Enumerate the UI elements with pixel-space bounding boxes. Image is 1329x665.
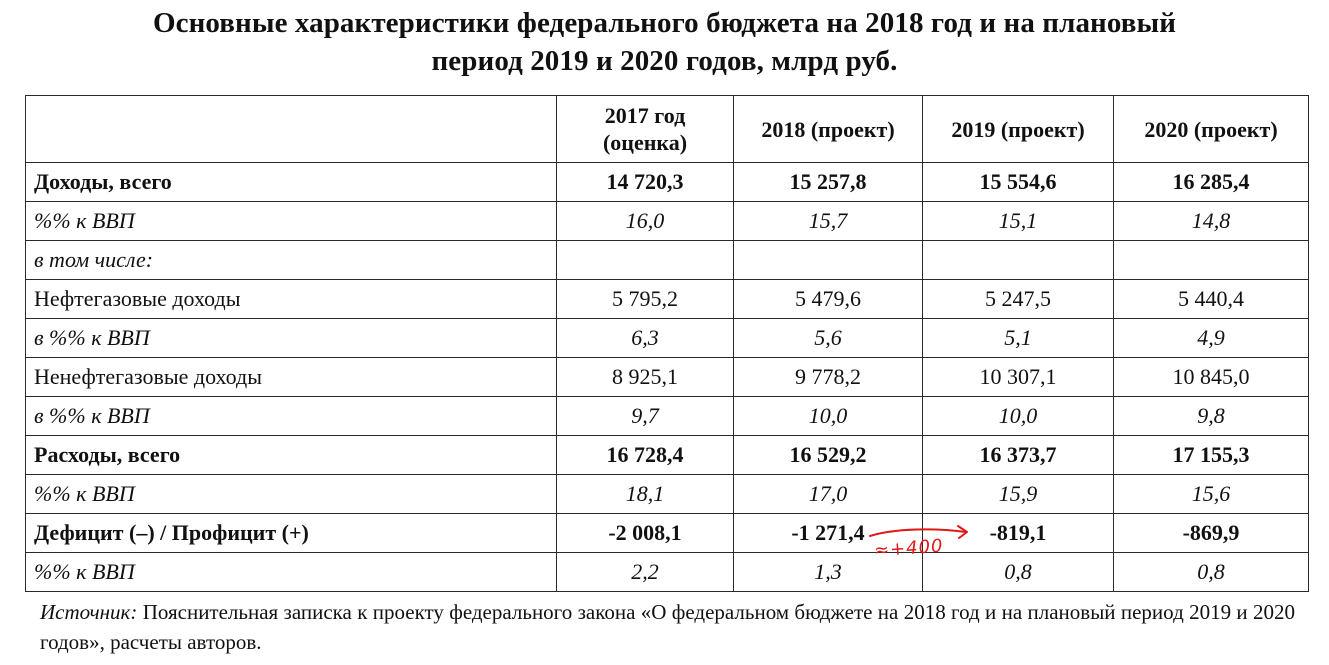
cell-value: -1 271,4 — [734, 514, 923, 553]
cell-value: 18,1 — [557, 475, 734, 514]
cell-value: 15 554,6 — [923, 163, 1114, 202]
cell-value — [734, 241, 923, 280]
header-cell-2019: 2019 (проект) — [923, 96, 1114, 163]
cell-value: 15,7 — [734, 202, 923, 241]
table-row — [26, 436, 1309, 475]
source-note — [40, 597, 1295, 657]
cell-value: 9,7 — [557, 397, 734, 436]
cell-value: 16 285,4 — [1114, 163, 1309, 202]
cell-value: 0,8 — [1114, 553, 1309, 592]
cell-value: 5 795,2 — [557, 280, 734, 319]
table-row — [26, 358, 1309, 397]
cell-value: 15,6 — [1114, 475, 1309, 514]
cell-value: 10,0 — [734, 397, 923, 436]
cell-value: 17 155,3 — [1114, 436, 1309, 475]
cell-value: 4,9 — [1114, 319, 1309, 358]
handwritten-note: ≈+400 — [873, 535, 945, 562]
row-label: %% к ВВП — [26, 202, 557, 241]
cell-value — [557, 241, 734, 280]
table-header-row — [26, 96, 1309, 163]
cell-value: 15,9 — [923, 475, 1114, 514]
row-label: Нефтегазовые доходы — [26, 280, 557, 319]
cell-value: 14 720,3 — [557, 163, 734, 202]
header-cell-2018: 2018 (проект) — [734, 96, 923, 163]
page-title — [0, 4, 1329, 80]
cell-value: 16 529,2 — [734, 436, 923, 475]
source-text: Пояснительная записка к проекту федерального закона «О федеральном бюджете на 2018 год и на плановый период 2019 и 2020 годов», расчеты авторов. — [40, 600, 1295, 654]
cell-value: 8 925,1 — [557, 358, 734, 397]
row-label: Расходы, всего — [26, 436, 557, 475]
cell-value: 9 778,2 — [734, 358, 923, 397]
cell-value: 0,8 — [923, 553, 1114, 592]
cell-value: 5 247,5 — [923, 280, 1114, 319]
table-row — [26, 514, 1309, 553]
cell-value: 5,6 — [734, 319, 923, 358]
cell-value: 16,0 — [557, 202, 734, 241]
cell-value: 6,3 — [557, 319, 734, 358]
row-label: в том числе: — [26, 241, 557, 280]
cell-value: 16 373,7 — [923, 436, 1114, 475]
table-row — [26, 475, 1309, 514]
title-line-2: период 2019 и 2020 годов, млрд руб. — [431, 45, 898, 77]
table-row — [26, 319, 1309, 358]
cell-value — [923, 241, 1114, 280]
cell-value: 17,0 — [734, 475, 923, 514]
table-row — [26, 280, 1309, 319]
row-label: в %% к ВВП — [26, 397, 557, 436]
cell-value: 1,3 — [734, 553, 923, 592]
cell-value: 10 307,1 — [923, 358, 1114, 397]
cell-value: 5,1 — [923, 319, 1114, 358]
header-cell-2017: 2017 год (оценка) — [557, 96, 734, 163]
cell-value: -819,1 — [923, 514, 1114, 553]
row-label: Дефицит (–) / Профицит (+) — [26, 514, 557, 553]
header-cell-2020: 2020 (проект) — [1114, 96, 1309, 163]
row-label: Ненефтегазовые доходы — [26, 358, 557, 397]
cell-value: 2,2 — [557, 553, 734, 592]
budget-table — [25, 95, 1309, 592]
table-row — [26, 397, 1309, 436]
cell-value: 14,8 — [1114, 202, 1309, 241]
cell-value — [1114, 241, 1309, 280]
cell-value: 9,8 — [1114, 397, 1309, 436]
cell-value: 5 479,6 — [734, 280, 923, 319]
cell-value: 5 440,4 — [1114, 280, 1309, 319]
cell-value: 16 728,4 — [557, 436, 734, 475]
table-row — [26, 241, 1309, 280]
cell-value: 15 257,8 — [734, 163, 923, 202]
title-line-1: Основные характеристики федерального бюджета на 2018 год и на плановый — [152, 7, 1177, 39]
cell-value: 10 845,0 — [1114, 358, 1309, 397]
row-label: %% к ВВП — [26, 475, 557, 514]
header-cell-label — [26, 96, 557, 163]
row-label: %% к ВВП — [26, 553, 557, 592]
table-row — [26, 202, 1309, 241]
row-label: Доходы, всего — [26, 163, 557, 202]
table-row — [26, 163, 1309, 202]
row-label: в %% к ВВП — [26, 319, 557, 358]
table-row — [26, 553, 1309, 592]
source-label: Источник: — [40, 600, 138, 624]
cell-value: 10,0 — [923, 397, 1114, 436]
cell-value: -2 008,1 — [557, 514, 734, 553]
cell-value: -869,9 — [1114, 514, 1309, 553]
cell-value: 15,1 — [923, 202, 1114, 241]
